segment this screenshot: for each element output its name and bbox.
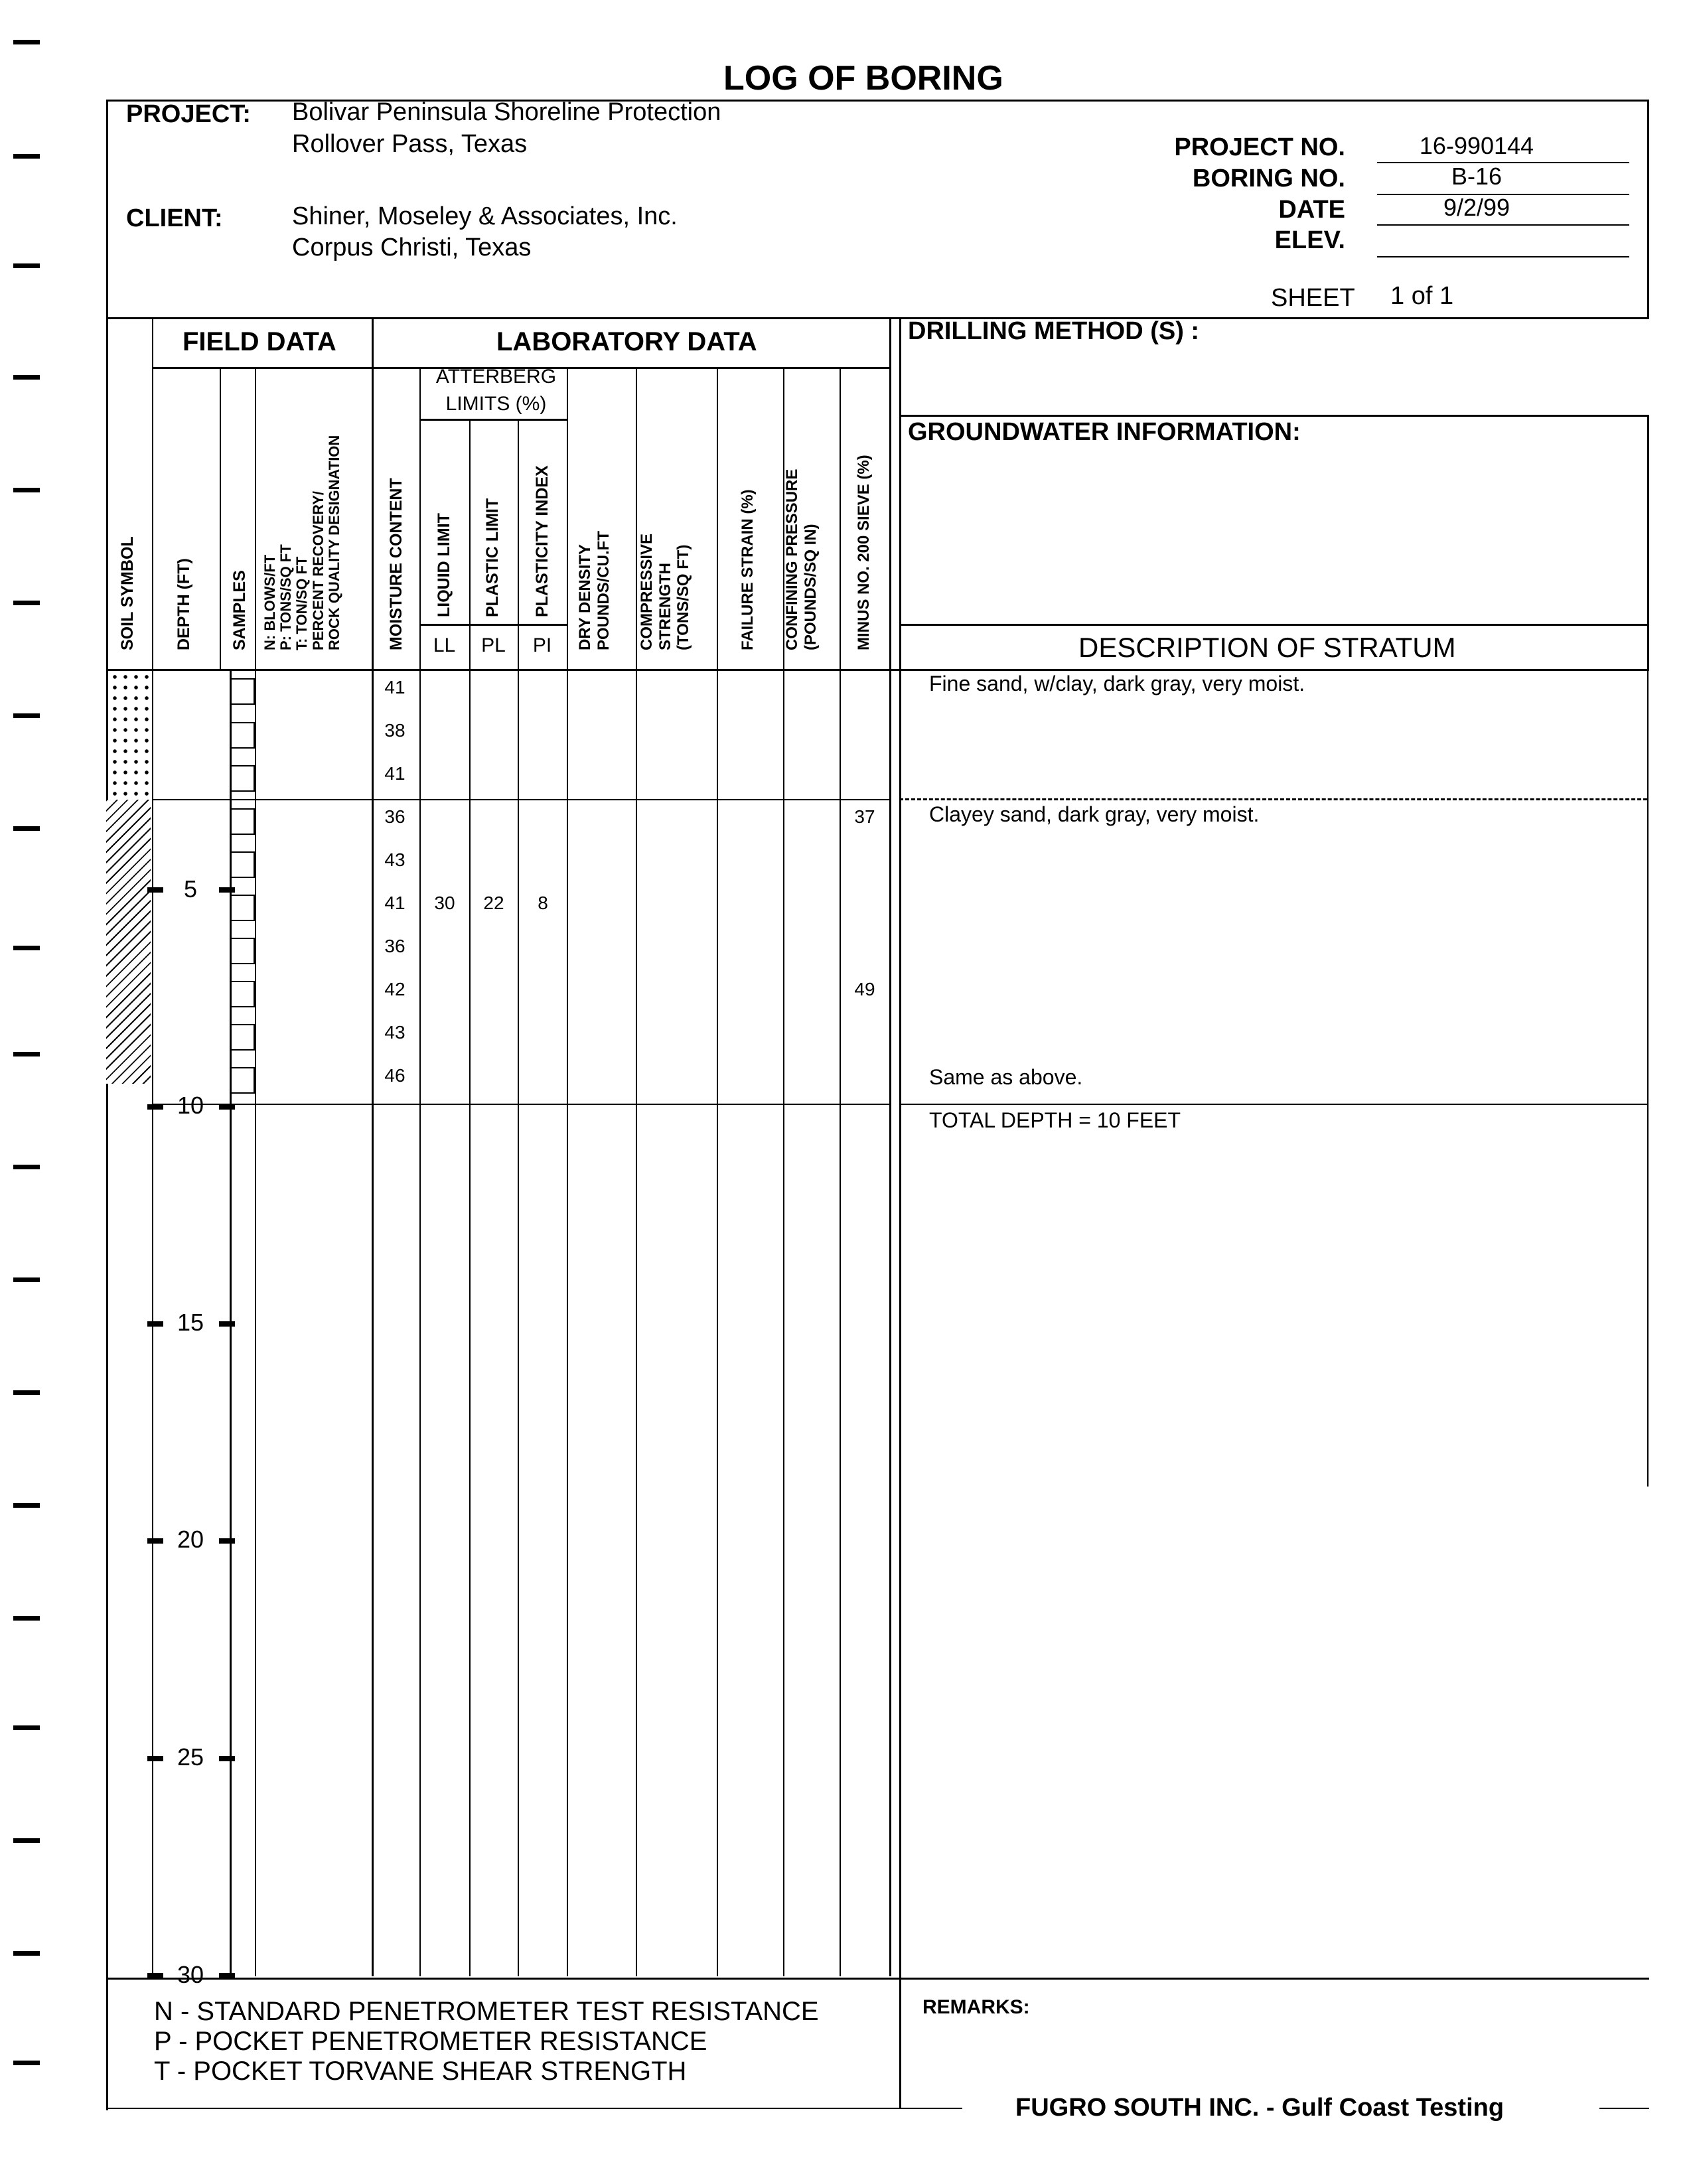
description-header: DESCRIPTION OF STRATUM bbox=[1078, 632, 1456, 663]
depth-tick-25: 25 bbox=[177, 1743, 204, 1771]
footer-company: FUGRO SOUTH INC. - Gulf Coast Testing bbox=[1015, 2094, 1504, 2122]
col-blows-2: P: TONS/SQ FT bbox=[277, 544, 295, 650]
col-blows bbox=[262, 435, 342, 650]
sheet-label: SHEET bbox=[1271, 284, 1355, 312]
col-depth: DEPTH (FT) bbox=[175, 558, 193, 650]
boring-no-label: BORING NO. bbox=[1192, 165, 1345, 192]
project-no-label: PROJECT NO. bbox=[1174, 133, 1345, 161]
legend-p: P - POCKET PENETROMETER RESISTANCE bbox=[154, 2027, 707, 2056]
stratum-3: Same as above. bbox=[929, 1065, 1083, 1089]
project-no-value: 16-990144 bbox=[1419, 132, 1534, 159]
sample-icon bbox=[230, 678, 255, 705]
moisture-value: 36 bbox=[384, 806, 405, 827]
col-confining-1: CONFINING PRESSURE bbox=[783, 469, 801, 650]
project-line2: Rollover Pass, Texas bbox=[292, 130, 528, 158]
client-line1: Shiner, Moseley & Associates, Inc. bbox=[292, 202, 678, 230]
moisture-value: 38 bbox=[384, 720, 405, 741]
sample-icon bbox=[230, 808, 255, 835]
moisture-value: 41 bbox=[384, 763, 405, 784]
project-label: PROJECT: bbox=[126, 100, 251, 128]
col-failure-strain: FAILURE STRAIN (%) bbox=[739, 489, 757, 650]
moisture-value: 43 bbox=[384, 1022, 405, 1043]
date-label: DATE bbox=[1278, 196, 1345, 224]
boring-no-value: B-16 bbox=[1451, 163, 1503, 190]
project-line1: Bolivar Peninsula Shoreline Protection bbox=[292, 98, 721, 126]
moisture-value: 46 bbox=[384, 1065, 405, 1086]
moisture-value: 41 bbox=[384, 677, 405, 697]
col-samples: SAMPLES bbox=[230, 570, 249, 650]
pi-value: 8 bbox=[538, 893, 548, 913]
pl-value: 22 bbox=[483, 893, 504, 913]
depth-tick-15: 15 bbox=[177, 1309, 204, 1336]
sample-icon bbox=[230, 938, 255, 964]
client-label: CLIENT: bbox=[126, 204, 223, 232]
soil-symbol-sand bbox=[110, 672, 151, 798]
stratum-1: Fine sand, w/clay, dark gray, very moist. bbox=[929, 672, 1305, 695]
col-blows-3: T: TON/SQ FT bbox=[293, 556, 311, 650]
depth-tick-10: 10 bbox=[177, 1092, 204, 1119]
col-blows-5: ROCK QUALITY DESIGNATION bbox=[325, 435, 342, 650]
atterberg-line2: LIMITS (%) bbox=[445, 393, 547, 415]
col-liquid-limit: LIQUID LIMIT bbox=[435, 513, 453, 617]
sample-icon bbox=[230, 1024, 255, 1051]
laboratory-data-header: LABORATORY DATA bbox=[496, 327, 757, 356]
sample-icon bbox=[230, 722, 255, 749]
moisture-value: 43 bbox=[384, 849, 405, 870]
col-soil-symbol: SOIL SYMBOL bbox=[118, 536, 137, 650]
col-dry-density bbox=[576, 531, 613, 650]
depth-tick-5: 5 bbox=[183, 875, 198, 903]
ll-abbr: LL bbox=[433, 634, 456, 656]
field-data-header: FIELD DATA bbox=[183, 327, 336, 356]
minus200-value: 37 bbox=[854, 806, 875, 827]
col-dry-density-1: DRY DENSITY bbox=[576, 544, 594, 650]
col-moisture: MOISTURE CONTENT bbox=[387, 478, 405, 650]
sample-icon bbox=[230, 981, 255, 1007]
stratum-2: Clayey sand, dark gray, very moist. bbox=[929, 802, 1260, 826]
moisture-value: 42 bbox=[384, 979, 405, 999]
pi-abbr: PI bbox=[532, 634, 552, 656]
ll-value: 30 bbox=[434, 893, 455, 913]
date-value: 9/2/99 bbox=[1443, 194, 1510, 221]
elev-label: ELEV. bbox=[1274, 226, 1345, 254]
client-line2: Corpus Christi, Texas bbox=[292, 234, 532, 261]
col-plastic-limit: PLASTIC LIMIT bbox=[483, 498, 502, 617]
moisture-value: 36 bbox=[384, 936, 405, 956]
col-blows-1: N: BLOWS/FT bbox=[261, 554, 278, 650]
remarks-label: REMARKS: bbox=[922, 1996, 1030, 2018]
soil-symbol-clayey-sand bbox=[106, 800, 151, 1084]
col-plasticity-index: PLASTICITY INDEX bbox=[533, 465, 551, 617]
col-dry-density-2: POUNDS/CU.FT bbox=[594, 531, 613, 650]
col-confining bbox=[783, 469, 820, 650]
col-compressive-1: COMPRESSIVE bbox=[638, 533, 656, 650]
sample-icon bbox=[230, 895, 255, 921]
page-title: LOG OF BORING bbox=[723, 59, 1003, 98]
depth-tick-20: 20 bbox=[177, 1526, 204, 1553]
sheet-value: 1 of 1 bbox=[1390, 282, 1454, 310]
total-depth: TOTAL DEPTH = 10 FEET bbox=[929, 1108, 1181, 1132]
col-compressive-2: STRENGTH bbox=[656, 563, 674, 650]
sample-icon bbox=[230, 851, 255, 878]
sample-icon bbox=[230, 1067, 255, 1094]
depth-tick-30: 30 bbox=[177, 1961, 204, 1988]
sample-icon bbox=[230, 765, 255, 792]
drilling-method-label: DRILLING METHOD (S) : bbox=[908, 317, 1200, 345]
col-compressive bbox=[638, 534, 693, 650]
atterberg-line1: ATTERBERG bbox=[435, 366, 557, 388]
legend-t: T - POCKET TORVANE SHEAR STRENGTH bbox=[154, 2057, 687, 2086]
col-compressive-3: (TONS/SQ FT) bbox=[674, 544, 693, 650]
groundwater-label: GROUNDWATER INFORMATION: bbox=[908, 418, 1301, 446]
legend-n: N - STANDARD PENETROMETER TEST RESISTANCE bbox=[154, 1997, 819, 2026]
col-blows-4: PERCENT RECOVERY/ bbox=[309, 490, 327, 650]
pl-abbr: PL bbox=[481, 634, 506, 656]
minus200-value: 49 bbox=[854, 979, 875, 999]
moisture-value: 41 bbox=[384, 893, 405, 913]
col-minus200: MINUS NO. 200 SIEVE (%) bbox=[855, 455, 873, 650]
col-confining-2: (POUNDS/SQ IN) bbox=[801, 524, 820, 650]
